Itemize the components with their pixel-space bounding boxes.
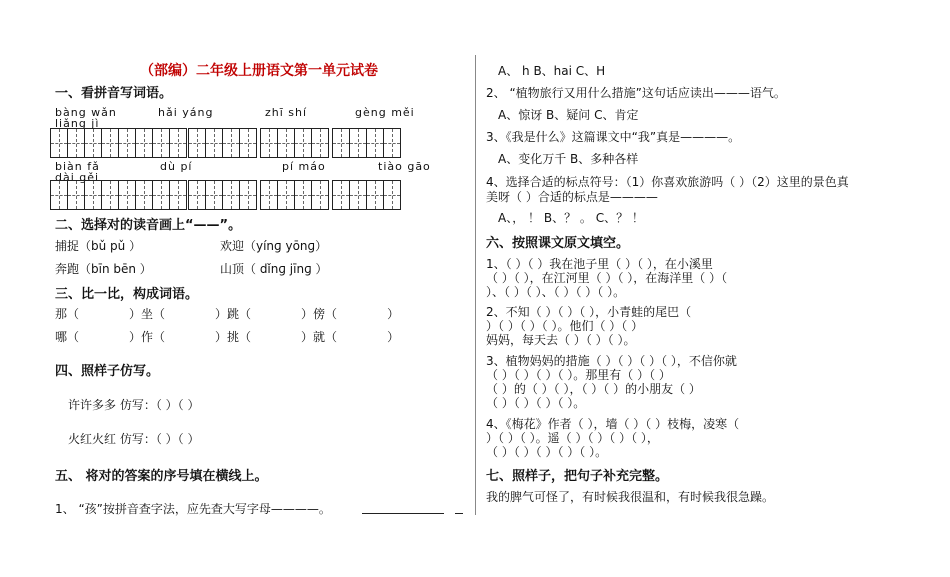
choice-q1: 1、 “孩”按拼音查字法，应先查大写字母————。: [55, 502, 331, 516]
fill-line[interactable]: 1、（ ）（ ）我在池子里（ ）（ ），在小溪里: [486, 257, 713, 271]
writing-grid[interactable]: [332, 180, 400, 210]
column-divider: [475, 55, 476, 515]
writing-grid[interactable]: [50, 128, 118, 158]
q2: 2、 “植物旅行又用什么措施”这句话应读出———语气。: [486, 86, 786, 100]
fill-line[interactable]: （ ）（ ）（ ）（ ）（ ）。: [486, 445, 608, 459]
imitate-item[interactable]: 火红火红 仿写：（ ）（ ）: [68, 432, 200, 446]
section-6-heading: 六、按照课文原文填空。: [486, 236, 630, 251]
q3: 3、《我是什么》这篇课文中“我”真是————。: [486, 130, 741, 144]
reading-item[interactable]: 奔跑（bīn bēn ）: [55, 262, 152, 276]
writing-grid[interactable]: [332, 128, 400, 158]
fill-line[interactable]: （ ）（ ）（ ）（ ）。: [486, 396, 586, 410]
pinyin-2-3: pí máo: [282, 160, 326, 173]
q2-options: A、惊讶 B、疑问 C、肯定: [498, 108, 639, 122]
writing-grid[interactable]: [260, 180, 328, 210]
example-sentence: 我的脾气可怪了，有时候我很温和，有时候我很急躁。: [486, 490, 775, 504]
fill-line[interactable]: （ ）的（ ）（ ），（ ）（ ）的小朋友（ ）: [486, 382, 701, 396]
pinyin-1-3: zhī shí: [265, 106, 308, 119]
writing-grid[interactable]: [50, 180, 118, 210]
section-4-heading: 四、照样子仿写。: [55, 364, 160, 379]
writing-grid[interactable]: [260, 128, 328, 158]
section-7-heading: 七、照样子，把句子补充完整。: [486, 469, 669, 484]
pinyin-1-2: hǎi yáng: [158, 106, 214, 119]
pinyin-2-4: tiào gāo: [378, 160, 431, 173]
q4-options: A、， ！ B、？ 。 C、？ ！: [498, 211, 644, 225]
writing-grid[interactable]: [118, 128, 186, 158]
section-5-heading: 五、 将对的答案的序号填在横线上。: [55, 469, 268, 484]
fill-line[interactable]: 2、不知（ ）（ ）（ ），小青蛙的尾巴（: [486, 305, 692, 319]
writing-grid[interactable]: [188, 180, 256, 210]
q1-options: A、 h B、hai C、H: [498, 64, 606, 78]
reading-item[interactable]: 捕捉（bǔ pǔ ）: [55, 239, 142, 253]
reading-item[interactable]: 欢迎（yínɡ yōnɡ）: [220, 239, 328, 253]
q3-options: A、变化万千 B、多种各样: [498, 152, 639, 166]
fill-line[interactable]: 4、《梅花》作者（ ），墙（ ）（ ）枝梅，凌寒（: [486, 417, 740, 431]
compare-row-1: 那（ ）坐（ ）跳（ ）傍（ ）: [55, 307, 400, 321]
compare-row-2: 哪（ ）作（ ）挑（ ）就（ ）: [55, 330, 400, 344]
fill-line[interactable]: （ ）（ ）（ ）（ ）。那里有（ ）（ ）: [486, 368, 671, 382]
pinyin-2-2: dù pí: [160, 160, 193, 173]
pinyin-2-1: biàn fǎ: [55, 160, 100, 173]
reading-item[interactable]: 山顶（ dǐnɡ jīnɡ ）: [220, 262, 328, 276]
writing-grid[interactable]: [118, 180, 186, 210]
pinyin-1-4: gèng měi: [355, 106, 415, 119]
imitate-item[interactable]: 许许多多 仿写：（ ）（ ）: [68, 398, 200, 412]
page-title: （部编）二年级上册语文第一单元试卷: [140, 63, 378, 79]
fill-line[interactable]: ）（ ）（ ）。遥（ ）（ ）（ ）（ ），: [486, 431, 659, 445]
pinyin-1-5: liǎng jì: [55, 117, 100, 130]
pinyin-1-1: bàng wǎn: [55, 106, 117, 119]
fill-line[interactable]: （ ）（ ），在江河里（ ）（ ），在海洋里（ ）（: [486, 271, 728, 285]
section-3-heading: 三、比一比，构成词语。: [55, 287, 199, 302]
writing-grid[interactable]: [188, 128, 256, 158]
fill-line[interactable]: ）、（ ）（ ）、（ ）（ ）（ ）。: [486, 285, 626, 299]
pinyin-2-5: dài gěi: [55, 171, 100, 184]
answer-line[interactable]: [455, 513, 463, 514]
fill-line[interactable]: 妈妈，每天去（ ）（ ）（ ）。: [486, 333, 636, 347]
section-1-heading: 一、看拼音写词语。: [55, 86, 173, 101]
answer-line[interactable]: [362, 513, 444, 514]
fill-line[interactable]: ）（ ）（ ）（ ）。他们（ ）（ ）: [486, 319, 644, 333]
section-2-heading: 二、选择对的读音画上“——”。: [55, 218, 242, 233]
fill-line[interactable]: 3、植物妈妈的措施（ ）（ ）（ ）（ ），不信你就: [486, 354, 737, 368]
q4-line2: 美呀（ ）合适的标点是————: [486, 190, 658, 204]
q4-line1: 4、选择合适的标点符号：（1）你喜欢旅游吗（ ）（2）这里的景色真: [486, 175, 849, 189]
